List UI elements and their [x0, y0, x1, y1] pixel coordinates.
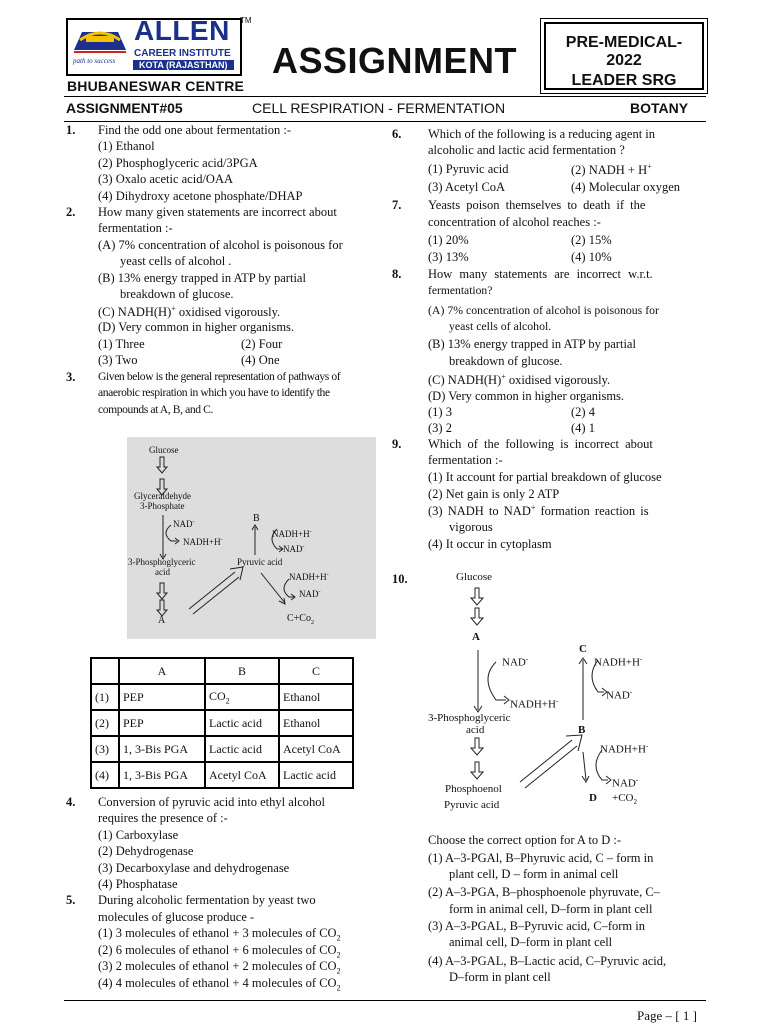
- q9-text: Which of the following is incorrect about: [428, 437, 653, 451]
- table-row: [91, 736, 353, 762]
- q10-nadh-c: NADH+H-: [594, 655, 643, 669]
- q5-option-text: (1) 3 molecules of ethanol + 3 molecules of CO: [98, 926, 337, 940]
- logo-tagline: path to success: [73, 57, 116, 65]
- q10-option: form in animal cell, D–form in plant cell: [449, 902, 653, 916]
- q8-statement-d: (D) Very common in higher organisms.: [428, 389, 625, 403]
- table-header-cell: [91, 658, 119, 684]
- q8-statement-a: (A) 7% concentration of alcohol is poisonous for: [428, 303, 659, 317]
- q2-option: (1) Three: [98, 337, 145, 351]
- assignment-number: ASSIGNMENT#05: [66, 100, 183, 116]
- q8-number: 8.: [392, 267, 402, 281]
- table-row: [91, 762, 353, 788]
- logo-tm: TM: [240, 16, 252, 25]
- q5-text: molecules of glucose produce -: [98, 910, 255, 924]
- q10-nad-b-text: NAD: [612, 777, 636, 790]
- q7-option: (1) 20%: [428, 233, 469, 247]
- diagram1-nad-b: NAD-: [283, 544, 305, 554]
- q9-option: (4) It occur in cytoplasm: [428, 537, 552, 551]
- q8-statement-c: (C) NADH(H)+ oxidised vigorously.: [428, 372, 611, 388]
- q9-option-end: formation reaction is: [535, 504, 649, 519]
- q10-nad-c-text: NAD: [606, 689, 630, 702]
- diagram1-nad-c: NAD-: [299, 589, 321, 599]
- q8-statement-a: yeast cells of alcohol.: [449, 319, 552, 333]
- q3-text: compounds at A, B, and C.: [98, 403, 213, 416]
- q4-number: 4.: [66, 795, 76, 809]
- q7-option: (3) 13%: [428, 250, 469, 264]
- q10-glucose: Glucose: [456, 571, 493, 583]
- q1-option: (2) Phosphoglyceric acid/3PGA: [98, 156, 258, 170]
- table-cell: (4): [91, 762, 119, 788]
- table-header-cell: A: [119, 658, 205, 684]
- q2-c-sup: +: [171, 304, 176, 313]
- q5-option-sub: 2: [336, 933, 341, 943]
- q7-text: Yeasts poison themselves to death if the: [428, 198, 646, 212]
- q5-text: During alcoholic fermentation by yeast two: [98, 893, 316, 907]
- table-cell: Lactic acid: [205, 736, 279, 762]
- q10-diagram: [420, 580, 700, 810]
- q3-number: 3.: [66, 370, 76, 384]
- q10-nad-b: NAD-: [612, 776, 639, 790]
- q2-statement-d: (D) Very common in higher organisms.: [98, 320, 295, 334]
- diagram1-label-c: $C+Co_2$: [287, 613, 314, 626]
- q4-option: (2) Dehydrogenase: [98, 844, 194, 858]
- q9-option: (1) It account for partial breakdown of glucose: [428, 470, 662, 484]
- logo-location: KOTA (RAJASTHAN): [133, 60, 234, 70]
- q1-option: (1) Ethanol: [98, 139, 155, 153]
- table-cell: 1, 3-Bis PGA: [119, 762, 205, 788]
- q8-text: fermentation?: [428, 284, 493, 297]
- subject-name: BOTANY: [630, 100, 689, 116]
- q10-co2: $+CO_2$: [612, 792, 637, 807]
- q10-pep: Pyruvic acid: [444, 799, 500, 811]
- diagram1-nad-text: NAD: [173, 519, 193, 529]
- q3-text: Given below is the general representation of pathways of: [98, 370, 341, 383]
- q5-option: [98, 943, 341, 960]
- q5-option-text: (3) 2 molecules of ethanol + 2 molecules of CO: [98, 959, 337, 973]
- q10-label-d: D: [589, 792, 597, 804]
- q2-option: (3) Two: [98, 353, 138, 367]
- diagram1-pga: 3-Phosphoglyceric: [128, 557, 196, 567]
- diagram1-nad-b-text: NAD: [283, 544, 303, 554]
- course-badge: [544, 22, 704, 90]
- q8-c-end: oxidised vigorously.: [505, 373, 611, 388]
- q5-number: 5.: [66, 893, 76, 907]
- pathway-diagram: [127, 437, 376, 639]
- q10-nadh-b: NADH+H-: [600, 742, 649, 756]
- table-cell: 1, 3-Bis PGA: [119, 736, 205, 762]
- q8-option: (4) 1: [571, 421, 595, 435]
- course-badge-line1: PRE-MEDICAL- 2022: [565, 34, 683, 69]
- q9-option-cont: vigorous: [449, 520, 493, 534]
- course-badge-line2: LEADER SRG: [571, 72, 677, 89]
- page-title: ASSIGNMENT: [272, 40, 518, 81]
- q2-statement-a: yeast cells of alcohol .: [120, 254, 232, 268]
- q7-option: (2) 15%: [571, 233, 612, 247]
- diagram1-nadh-c: NADH+H-: [289, 572, 329, 582]
- diagram1-nadh-c-text: NADH+H: [289, 572, 327, 582]
- q5-option-text: (2) 6 molecules of ethanol + 6 molecules of CO: [98, 943, 337, 957]
- q7-text: concentration of alcohol reaches :-: [428, 215, 601, 229]
- diagram1-label-a: A: [158, 615, 166, 626]
- centre-name: BHUBANESWAR CENTRE: [67, 78, 245, 94]
- q10-nad: NAD-: [502, 655, 529, 669]
- q10-option: (3) A–3-PGAL, B–Pyruvic acid, C–form in: [428, 919, 645, 933]
- q1-option: (4) Dihydroxy acetone phosphate/DHAP: [98, 189, 303, 203]
- q2-option: (2) Four: [241, 337, 283, 351]
- q6-option: (1) Pyruvic acid: [428, 162, 509, 176]
- q2-statement-b: (B) 13% energy trapped in ATP by partial: [98, 271, 306, 285]
- table-header-cell: C: [279, 658, 353, 684]
- page-number: Page – [ 1 ]: [637, 1008, 697, 1023]
- q6-option: (2) NADH + H+: [571, 162, 652, 178]
- q4-text: requires the presence of :-: [98, 811, 228, 825]
- q2-number: 2.: [66, 205, 76, 219]
- table-cell: Lactic acid: [279, 762, 353, 788]
- footer-rule: [64, 1000, 706, 1001]
- table-cell: Acetyl CoA: [279, 736, 353, 762]
- q9-option-text: (3) NADH to NAD: [428, 504, 531, 519]
- diagram1-nadh-b-text: NADH+H: [272, 529, 310, 539]
- table-row: [91, 684, 353, 710]
- q5-option: [98, 976, 341, 993]
- diagram1-nadh: NADH+H-: [183, 537, 223, 547]
- q2-c-end: oxidised vigorously.: [175, 305, 281, 320]
- table-header-row: [91, 658, 353, 684]
- q8-text: How many statements are incorrect w.r.t.: [428, 267, 653, 281]
- q4-text: Conversion of pyruvic acid into ethyl alcohol: [98, 795, 326, 809]
- q9-option: (2) Net gain is only 2 ATP: [428, 487, 560, 501]
- q10-pga: acid: [466, 724, 485, 736]
- table-cell: (1): [91, 684, 119, 710]
- q10-nadh-b-text: NADH+H: [600, 743, 646, 756]
- q5-option-sub: 2: [336, 950, 341, 960]
- q10-option: plant cell, D – form in animal cell: [449, 867, 619, 881]
- q4-option: (3) Decarboxylase and dehydrogenase: [98, 861, 290, 875]
- q5-option-text: (4) 4 molecules of ethanol + 4 molecules of CO: [98, 976, 337, 990]
- q1-option: (3) Oxalo acetic acid/OAA: [98, 172, 234, 186]
- q10-nad-c: NAD-: [606, 688, 633, 702]
- q10-option: (1) A–3-PGAl, B–Phyruvic acid, C – form in: [428, 851, 654, 865]
- q10-nadh-text: NADH+H: [510, 698, 556, 711]
- q8-option: (2) 4: [571, 405, 595, 419]
- q7-number: 7.: [392, 198, 402, 212]
- q10-question: Choose the correct option for A to D :-: [428, 833, 622, 847]
- q1-text: Find the odd one about fermentation :-: [98, 123, 292, 137]
- q9-option: (3) NADH to NAD+ formation reaction is: [428, 503, 649, 519]
- q4-option: (4) Phosphatase: [98, 877, 178, 891]
- q6-number: 6.: [392, 127, 402, 141]
- q2-statement-c: [98, 304, 280, 320]
- q10-number: 10.: [392, 572, 408, 586]
- table-cell: Ethanol: [279, 684, 353, 710]
- q1-number: 1.: [66, 123, 76, 137]
- q10-nadh: NADH+H-: [510, 697, 559, 711]
- q8-statement-b: breakdown of glucose.: [449, 354, 563, 368]
- q6-text: Which of the following is a reducing agent in: [428, 127, 656, 141]
- pathway-arrows: [127, 437, 376, 639]
- q10-option: animal cell, D–form in plant cell: [449, 935, 613, 949]
- q6-option: (3) Acetyl CoA: [428, 180, 506, 194]
- diagram1-pyruvic: Pyruvic acid: [237, 557, 283, 567]
- q10-option: (4) A–3-PGAL, B–Lactic acid, C–Pyruvic acid,: [428, 954, 667, 968]
- diagram1-g3p: Glyceraldehyde: [134, 491, 191, 501]
- q10-option: D–form in plant cell: [449, 970, 551, 984]
- table-cell: PEP: [119, 684, 205, 710]
- q6-text: alcoholic and lactic acid fermentation ?: [428, 143, 625, 157]
- q8-statement-b: (B) 13% energy trapped in ATP by partial: [428, 337, 636, 351]
- topic-title: CELL RESPIRATION - FERMENTATION: [252, 100, 506, 116]
- q5-option: [98, 959, 341, 976]
- q2-statement-a: (A) 7% concentration of alcohol is poisonous for: [98, 238, 343, 252]
- table-cell: (2): [91, 710, 119, 736]
- q2-c-text: (C) NADH(H): [98, 305, 172, 320]
- table-cell: Ethanol: [279, 710, 353, 736]
- q2-text: How many given statements are incorrect about: [98, 205, 337, 219]
- q2-option: (4) One: [241, 353, 280, 367]
- logo-brand: ALLEN: [134, 15, 230, 46]
- q7-option: (4) 10%: [571, 250, 612, 264]
- q8-option: (3) 2: [428, 421, 452, 435]
- diagram1-pga: acid: [155, 567, 170, 577]
- table-header-cell: B: [205, 658, 279, 684]
- q9-number: 9.: [392, 437, 402, 451]
- q10-option: (2) A–3-PGA, B–phosphoenole phyruvate, C–: [428, 885, 660, 899]
- q5-option-sub: 2: [336, 983, 341, 993]
- table-cell: (3): [91, 736, 119, 762]
- diagram1-nad: NAD-: [173, 519, 195, 529]
- q10-label-c: C: [579, 643, 587, 655]
- q8-option: (1) 3: [428, 405, 452, 419]
- diagram1-nad-c-text: NAD: [299, 589, 319, 599]
- table-cell: Lactic acid: [205, 710, 279, 736]
- q9-text: fermentation :-: [428, 453, 503, 467]
- q5-option-sub: 2: [336, 966, 341, 976]
- q10-pga: 3-Phosphoglyceric: [428, 712, 511, 724]
- allen-logo-icon: [70, 22, 130, 56]
- q5-option: [98, 926, 341, 943]
- diagram1-label-b: B: [253, 513, 260, 524]
- q6-option: (4) Molecular oxygen: [571, 180, 680, 194]
- table-cell: Acetyl CoA: [205, 762, 279, 788]
- q10-co2-text: +CO: [612, 792, 634, 804]
- table-cell: PEP: [119, 710, 205, 736]
- q10-pep: Phosphoenol: [445, 783, 502, 795]
- q2-text: fermentation :-: [98, 221, 173, 235]
- diagram1-g3p: 3-Phosphate: [140, 501, 185, 511]
- q4-option: (1) Carboxylase: [98, 828, 179, 842]
- diagram1-nadh-b: NADH+H-: [272, 529, 312, 539]
- q10-nadh-c-text: NADH+H: [594, 656, 640, 669]
- q6-option-text: (2) NADH + H: [571, 163, 648, 178]
- table-row: [91, 710, 353, 736]
- q10-label-a: A: [472, 631, 480, 643]
- diagram1-nadh-text: NADH+H: [183, 537, 221, 547]
- q10-label-b: B: [578, 724, 586, 736]
- logo-subtitle: CAREER INSTITUTE: [134, 48, 231, 59]
- q8-c-text: (C) NADH(H): [428, 373, 502, 388]
- table-cell: $CO_2$: [205, 684, 279, 710]
- diagram1-glucose: Glucose: [149, 445, 179, 455]
- q3-text: anaerobic respiration in which you have to identify the: [98, 386, 330, 399]
- diagram1-label-c-text: C+Co: [287, 613, 311, 624]
- q2-statement-b: breakdown of glucose.: [120, 287, 234, 301]
- q10-nad-text: NAD: [502, 656, 526, 669]
- options-table: [90, 657, 354, 789]
